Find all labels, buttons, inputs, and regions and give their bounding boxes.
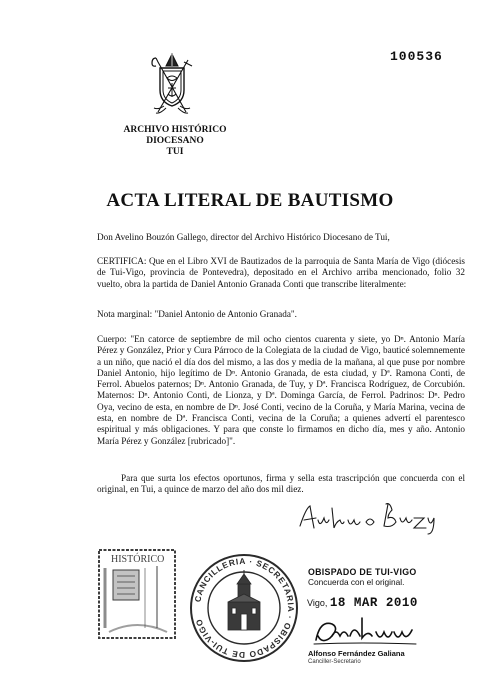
archive-header: [100, 125, 250, 158]
archive-header-line: ARCHIVO HISTÓRICO: [123, 125, 227, 135]
nota-marginal-paragraph: Nota marginal: "Daniel Antonio de Antonio Granada".: [97, 309, 297, 319]
document-title: ACTA LITERAL DE BAUTISMO: [106, 190, 394, 211]
stamp-place: Vigo,: [307, 598, 328, 608]
chancellor-signature: [310, 614, 420, 648]
closing-paragraph: Para que surta los efectos oportunos, firma y sella esta trascripción que concuerda con el original, en Tui, a quince de marzo del año dos mil diez.: [97, 473, 465, 495]
stamp-date-line: [307, 596, 477, 610]
seal-text: CANCILLERIA · SECRETARIA · OBISPADO DE TUI-VIGO: [192, 555, 297, 661]
certifica-paragraph: CERTIFICA: Que en el Libro XVI de Bautizados de la parroquia de Santa María de Vigo (diócesis de Tui-Vigo, provincia de Pontevedra), depositado en el Archivo arriba mencionado, folio 32 vuelto, obra la partida de Daniel Antonio Granada Conti que transcribe literalmente:: [97, 256, 465, 289]
obispado-stamp: [308, 567, 468, 587]
obispado-title: OBISPADO DE TUI-VIGO: [308, 567, 417, 577]
obispado-concuerda: Concuerda con el original.: [308, 577, 405, 587]
cuerpo-paragraph: Cuerpo: "En catorce de septiembre de mil ocho cientos cuarenta y siete, yo Dⁿ. Antonio María Pérez y González, Prior y Cura Párroco de la Colegiata de la ciudad de Vigo, bauticé solemnemente a un niño, que nació el día dos del mismo, a las dos y media de la mañana, al que puse por nombre Daniel Antonio, hijo legítimo de Dⁿ. Antonio Granada, de esta ciudad, y Dª. Ramona Conti, de Ferrol. Abuelos paternos; Dⁿ. Antonio Granada, de Tuy, y Dª. Francisca Rodríguez, de Corcubión. Maternos: Dⁿ. Antonio Conti, de Lionza, y Dª. Dominga García, de Ferrol. Padrinos: Dⁿ. Pedro Oya, vecino de esta, en nombre de Dⁿ. José Conti, vecino de la Coruña, y María Marina, vecina de esta, en nombre de Dª. Francisca Conti, vecina de la Coruña; a quienes advertí el parentesco espiritual y más obligaciones. Y para que conste lo firmamos en dicho día, mes y año. Antonio María Pérez y González [rubricado]".: [97, 334, 465, 446]
signer-block: [308, 649, 468, 667]
archive-header-line: DIOCESANO: [146, 136, 204, 146]
diocesan-crest-icon: [144, 50, 200, 118]
intro-paragraph: Don Avelino Bouzón Gallego, director del Archivo Histórico Diocesano de Tui,: [97, 232, 390, 242]
stamp-date: 18 MAR 2010: [329, 596, 418, 610]
archive-header-line: TUI: [166, 147, 184, 157]
archive-stamp-text: HISTÓRICO: [111, 554, 165, 565]
signer-name: Alfonso Fernández Galiana: [308, 649, 405, 658]
document-number: 100536: [390, 49, 443, 64]
signer-role: Canciller-Secretario: [308, 659, 361, 665]
archive-stamp: [97, 548, 177, 640]
director-signature: [296, 498, 446, 536]
chancery-seal: [188, 552, 300, 664]
